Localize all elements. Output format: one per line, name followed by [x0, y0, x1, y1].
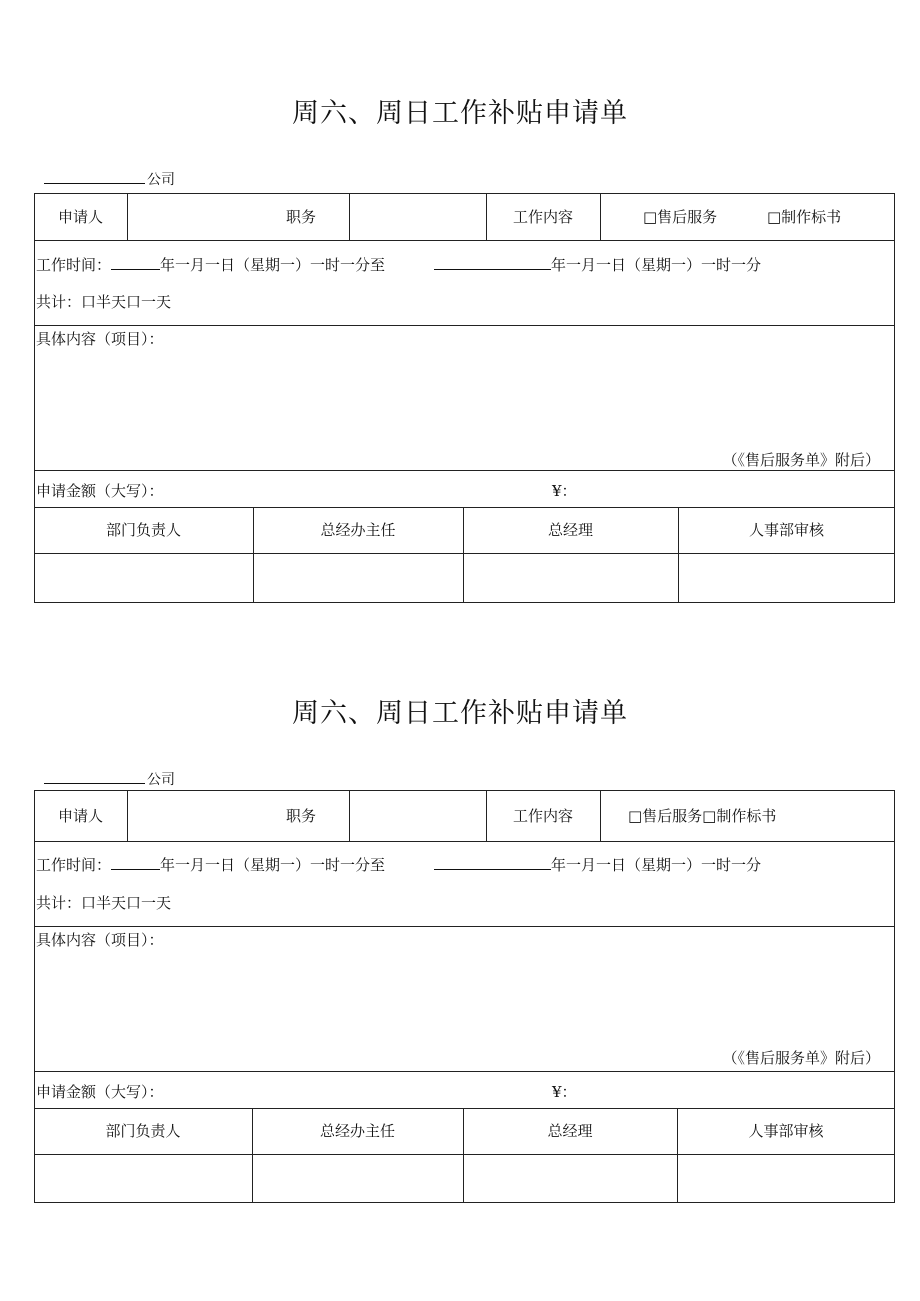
start-time-text: 年一月一日（星期一）一时一分至	[160, 856, 386, 874]
sign-header-hr-review: 人事部审核	[748, 1122, 824, 1140]
amount-label: 申请金额（大写）：	[36, 1083, 164, 1101]
row-divider	[34, 507, 895, 508]
attachment-note: （《售后服务单》附后）	[722, 451, 880, 469]
applicant-field[interactable]	[128, 194, 278, 239]
end-time-text: 年一月一日（星期一）一时一分	[551, 256, 762, 274]
sign-header-hr-review: 人事部审核	[748, 521, 824, 539]
company-line	[44, 168, 175, 192]
company-line	[44, 768, 175, 792]
sign-header-office-director: 总经办主任	[320, 521, 396, 539]
subsidy-form-2	[0, 600, 920, 1160]
yen-label: ¥：	[552, 1083, 577, 1101]
col-divider	[600, 193, 601, 240]
amount-label: 申请金额（大写）：	[36, 482, 164, 500]
details-field[interactable]	[35, 350, 894, 445]
sign-header-dept-head: 部门负责人	[105, 1122, 181, 1140]
position-field[interactable]	[350, 791, 485, 840]
option-tender-checkbox[interactable]: □制作标书	[767, 208, 842, 226]
details-label: 具体内容（项目）：	[36, 330, 164, 348]
position-label: 职务	[286, 807, 317, 825]
sign-header-office-director: 总经办主任	[319, 1122, 395, 1140]
applicant-label: 申请人	[57, 807, 103, 825]
work-time-line	[36, 855, 385, 875]
sign-header-dept-head: 部门负责人	[105, 521, 181, 539]
start-date-blank[interactable]	[111, 855, 160, 870]
signature-cell-hr-review[interactable]	[679, 554, 894, 602]
amount-field[interactable]	[180, 472, 540, 505]
row-divider	[34, 325, 895, 326]
signature-cell-general-manager[interactable]	[464, 1155, 676, 1202]
sign-header-general-manager: 总经理	[547, 1122, 593, 1140]
amount-field[interactable]	[180, 1073, 540, 1106]
work-time-end	[434, 855, 761, 875]
yen-label: ¥：	[552, 482, 577, 500]
work-time-label: 工作时间：	[36, 856, 112, 874]
attachment-note: （《售后服务单》附后）	[722, 1049, 880, 1067]
row-divider	[34, 926, 895, 927]
row-divider	[34, 841, 895, 842]
applicant-field[interactable]	[128, 791, 278, 840]
yen-field[interactable]	[580, 1073, 880, 1106]
work-time-end	[434, 255, 761, 275]
col-divider	[600, 790, 601, 841]
signature-cell-general-manager[interactable]	[464, 554, 677, 602]
signature-cell-office-director[interactable]	[253, 1155, 462, 1202]
row-divider	[34, 240, 895, 241]
start-time-text: 年一月一日（星期一）一时一分至	[160, 256, 386, 274]
end-date-blank[interactable]	[434, 255, 551, 270]
signature-cell-dept-head[interactable]	[35, 554, 252, 602]
yen-field[interactable]	[580, 472, 880, 505]
signature-cell-dept-head[interactable]	[35, 1155, 251, 1202]
details-label: 具体内容（项目）：	[36, 931, 164, 949]
company-suffix: 公司	[147, 772, 175, 788]
applicant-label: 申请人	[57, 208, 103, 226]
details-field[interactable]	[35, 951, 894, 1046]
company-name-blank[interactable]	[44, 768, 145, 784]
position-label: 职务	[286, 208, 317, 226]
signature-cell-office-director[interactable]	[254, 554, 462, 602]
end-date-blank[interactable]	[434, 855, 551, 870]
work-time-line	[36, 255, 385, 275]
form-title: 周六、周日工作补贴申请单	[292, 98, 628, 129]
work-content-label: 工作内容	[512, 208, 573, 226]
form-title: 周六、周日工作补贴申请单	[292, 698, 628, 729]
option-after-sales-checkbox[interactable]: □售后服务	[643, 208, 718, 226]
work-content-options[interactable]: □售后服务□制作标书	[628, 807, 777, 825]
row-divider	[34, 470, 895, 471]
total-duration[interactable]: 共计：口半天口一天	[36, 894, 172, 912]
start-date-blank[interactable]	[111, 255, 160, 270]
subsidy-form-1	[0, 0, 920, 560]
company-suffix: 公司	[147, 172, 175, 188]
position-field[interactable]	[350, 194, 485, 239]
work-time-label: 工作时间：	[36, 256, 112, 274]
company-name-blank[interactable]	[44, 168, 145, 184]
row-divider	[34, 1108, 895, 1109]
end-time-text: 年一月一日（星期一）一时一分	[551, 856, 762, 874]
signature-cell-hr-review[interactable]	[678, 1155, 894, 1202]
work-content-label: 工作内容	[512, 807, 573, 825]
total-duration[interactable]: 共计：口半天口一天	[36, 293, 172, 311]
sign-header-general-manager: 总经理	[547, 521, 593, 539]
row-divider	[34, 1071, 895, 1072]
